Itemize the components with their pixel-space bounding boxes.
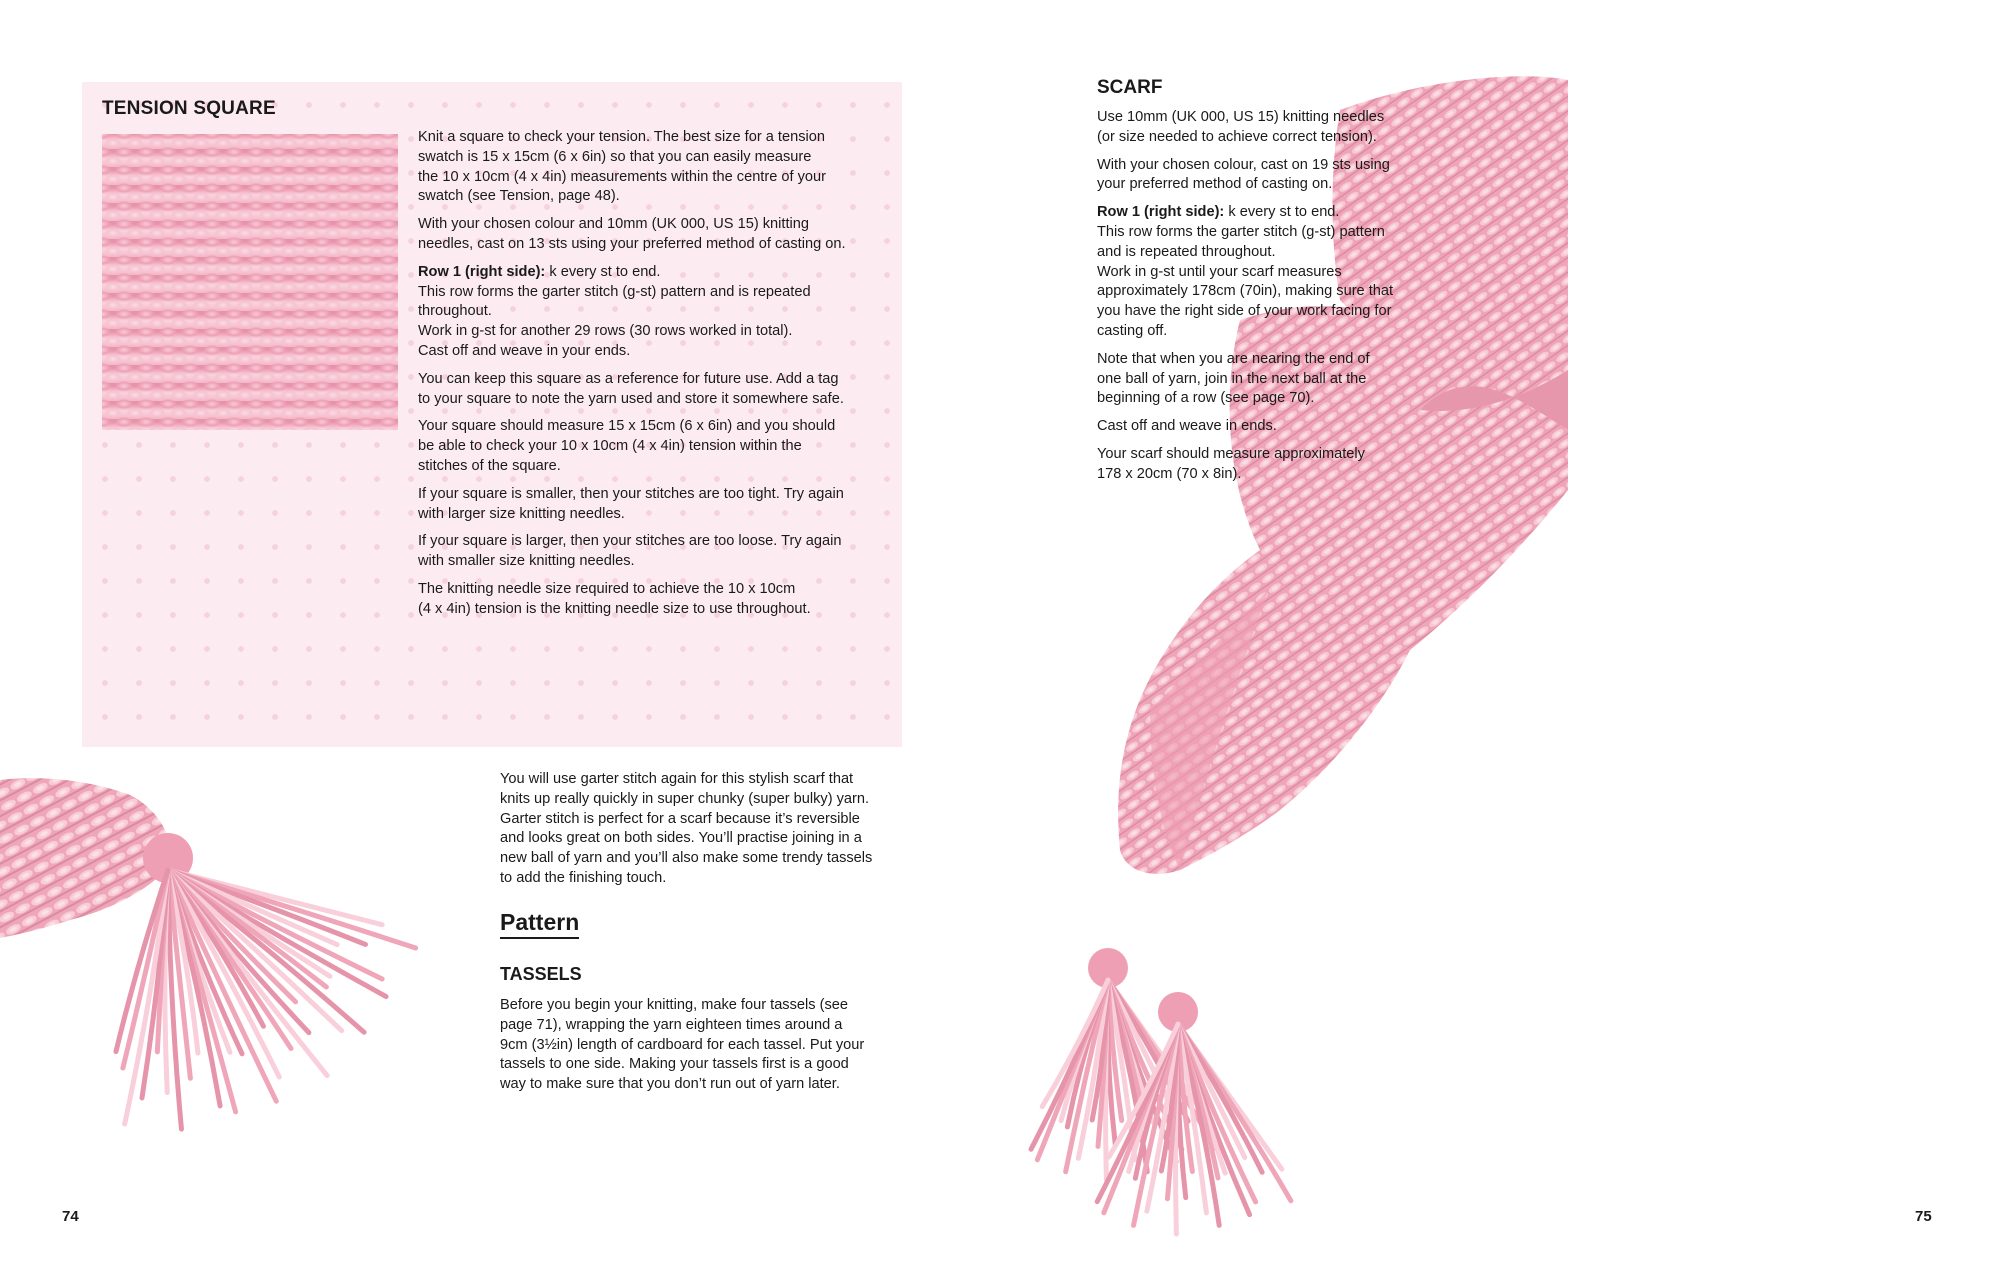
page-number-left: 74	[62, 1208, 79, 1225]
paragraph	[418, 263, 888, 362]
text-line: be able to check your 10 x 10cm (4 x 4in) tension within the	[418, 438, 802, 455]
text-line: with larger size knitting needles.	[418, 505, 625, 522]
text-line: 9cm (3½in) length of cardboard for each tassel. Put your	[500, 1036, 865, 1053]
text-line: casting off.	[1097, 322, 1168, 339]
text-line: and looks great on both sides. You’ll practise joining in a	[500, 830, 862, 847]
tassels-instructions	[500, 996, 910, 1103]
text-line: throughout.	[418, 303, 492, 320]
text-line: Cast off and weave in your ends.	[418, 342, 631, 359]
text-line: Work in g-st until your scarf measures	[1097, 263, 1342, 280]
text-line: with smaller size knitting needles.	[418, 553, 635, 570]
text-line: approximately 178cm (70in), making sure that	[1097, 283, 1394, 300]
text-line: Row 1 (right side): k every st to end.	[1097, 204, 1340, 221]
pattern-heading: Pattern	[500, 908, 579, 939]
paragraph	[1097, 445, 1437, 485]
right-page	[1000, 0, 2000, 1274]
text-line: You can keep this square as a reference for future use. Add a tag	[418, 370, 839, 387]
tension-square-heading: TENSION SQUARE	[102, 98, 276, 119]
tassel-closeup-photo	[0, 770, 440, 1170]
text-line: needles, cast on 13 sts using your preferred method of casting on.	[418, 235, 846, 252]
text-line: Knit a square to check your tension. The best size for a tension	[418, 129, 825, 145]
paragraph	[1097, 156, 1437, 196]
paragraph	[500, 996, 910, 1095]
paragraph	[418, 370, 888, 410]
text-line: (or size needed to achieve correct tension).	[1097, 128, 1377, 145]
paragraph	[418, 485, 888, 525]
paragraph	[418, 215, 888, 255]
bold-lead: Row 1 (right side):	[418, 263, 546, 280]
paragraph	[418, 580, 888, 620]
tension-square-box	[82, 82, 902, 747]
text-line: the 10 x 10cm (4 x 4in) measurements within the centre of your	[418, 168, 827, 185]
text-line: This row forms the garter stitch (g-st) pattern and is repeated	[418, 283, 811, 300]
text-line: page 71), wrapping the yarn eighteen times around a	[500, 1016, 843, 1033]
paragraph	[1097, 350, 1437, 409]
text-line: and is repeated throughout.	[1097, 243, 1276, 260]
text-line: one ball of yarn, join in the next ball at the	[1097, 370, 1367, 387]
text-line: With your chosen colour, cast on 19 sts using	[1097, 156, 1390, 173]
text-line: new ball of yarn and you’ll also make some trendy tassels	[500, 850, 873, 867]
tension-swatch-photo	[102, 134, 398, 430]
tassels-heading: TASSELS	[500, 964, 582, 984]
paragraph	[418, 128, 888, 207]
scarf-instructions	[1097, 108, 1437, 493]
text-line: Cast off and weave in ends.	[1097, 418, 1277, 435]
tension-square-text	[418, 128, 888, 628]
text-line: way to make sure that you don’t run out of yarn later.	[500, 1076, 840, 1093]
text-line: to add the finishing touch.	[500, 869, 667, 886]
text-line: swatch is 15 x 15cm (6 x 6in) so that you can easily measure	[418, 148, 812, 165]
scarf-heading: SCARF	[1097, 77, 1163, 98]
page-number-right: 75	[1915, 1208, 1932, 1225]
text-line: You will use garter stitch again for this stylish scarf that	[500, 771, 854, 787]
text-line: Garter stitch is perfect for a scarf because it’s reversible	[500, 810, 860, 827]
text-line: Your square should measure 15 x 15cm (6 x 6in) and you should	[418, 418, 836, 435]
paragraph	[1097, 417, 1437, 437]
paragraph	[418, 417, 888, 476]
text-line: you have the right side of your work facing for	[1097, 303, 1392, 320]
text-line: swatch (see Tension, page 48).	[418, 188, 620, 205]
paragraph	[418, 532, 888, 572]
text-line: Row 1 (right side): k every st to end.	[418, 263, 661, 280]
text-line: This row forms the garter stitch (g-st) pattern	[1097, 223, 1385, 240]
text-line: Before you begin your knitting, make four tassels (see	[500, 997, 848, 1013]
text-line: Work in g-st for another 29 rows (30 rows worked in total).	[418, 323, 793, 340]
text-line: beginning of a row (see page 70).	[1097, 390, 1315, 407]
paragraph	[1097, 108, 1437, 148]
text-line: tassels to one side. Making your tassels first is a good	[500, 1056, 849, 1073]
text-line: Note that when you are nearing the end of	[1097, 350, 1370, 367]
bold-lead: Row 1 (right side):	[1097, 204, 1225, 221]
text-line: Your scarf should measure approximately	[1097, 445, 1365, 462]
text-line: (4 x 4in) tension is the knitting needle size to use throughout.	[418, 600, 811, 617]
text-line: your preferred method of casting on.	[1097, 176, 1333, 193]
text-line: The knitting needle size required to achieve the 10 x 10cm	[418, 580, 796, 597]
text-line: If your square is smaller, then your stitches are too tight. Try again	[418, 485, 844, 502]
text-line: 178 x 20cm (70 x 8in).	[1097, 465, 1242, 482]
text-line: stitches of the square.	[418, 457, 561, 474]
text-line: Use 10mm (UK 000, US 15) knitting needles	[1097, 109, 1385, 125]
paragraph	[1097, 203, 1437, 342]
scarf-intro-text	[500, 770, 910, 889]
text-line: knits up really quickly in super chunky (super bulky) yarn.	[500, 790, 870, 807]
text-line: to your square to note the yarn used and store it somewhere safe.	[418, 390, 844, 407]
text-line: If your square is larger, then your stitches are too loose. Try again	[418, 533, 842, 550]
text-line: With your chosen colour and 10mm (UK 000, US 15) knitting	[418, 216, 809, 233]
